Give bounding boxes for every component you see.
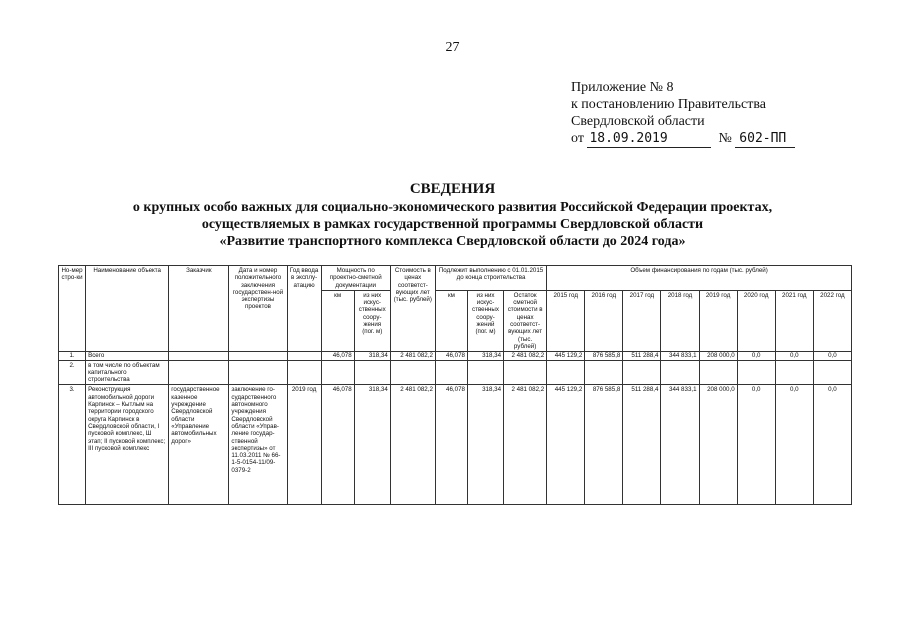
number-prefix: № — [718, 131, 732, 146]
col-cost: Стоимость в ценах соответст-вующих лет (тыс. рублей) — [390, 266, 435, 352]
appendix-line-2: к постановлению Правительства — [571, 97, 767, 112]
col-year-2017: 2017 год — [623, 290, 661, 351]
col-capacity: Мощность по проектно-сметной документации — [321, 266, 390, 291]
appendix-date-line — [571, 130, 891, 148]
row-year: 2019 год — [287, 385, 321, 505]
col-remaining-structures: из них искус-ственных соору-жений (пог. м) — [467, 290, 503, 351]
document-title: СВЕДЕНИЯ — [409, 181, 496, 197]
row-cost: 2 481 082,2 — [390, 352, 435, 360]
col-year-2016: 2016 год — [585, 290, 623, 351]
resolution-date: 18.09.2019 — [587, 130, 711, 148]
col-year-2015: 2015 год — [547, 290, 585, 351]
resolution-number: 602-ПП — [735, 130, 795, 148]
row-fin-2020: 0,0 — [737, 385, 775, 505]
document-subtitle — [0, 199, 905, 250]
row-remaining-cost: 2 481 082,2 — [504, 385, 547, 505]
row-number: 3. — [59, 385, 86, 505]
col-object: Наименование объекта — [86, 266, 169, 352]
row-fin-2017: 511 288,4 — [623, 352, 661, 360]
row-fin-2016: 876 585,8 — [585, 352, 623, 360]
appendix-line-1: Приложение № 8 — [571, 80, 674, 95]
row-customer: государственное казенное учреждение Свердловской области «Управление автомобильных дорог» — [169, 385, 229, 505]
row-fin-2018: 344 833,1 — [661, 352, 699, 360]
col-year-2020: 2020 год — [737, 290, 775, 351]
col-year-2018: 2018 год — [661, 290, 699, 351]
col-remaining: Подлежит выполнению с 01.01.2015 до конца строительства — [435, 266, 546, 291]
col-year-2019: 2019 год — [699, 290, 737, 351]
row-fin-2022: 0,0 — [813, 385, 851, 505]
row-name: Всего — [86, 352, 169, 360]
row-name: в том числе по объектам капитального строительства — [86, 360, 169, 385]
row-fin-2021: 0,0 — [775, 352, 813, 360]
row-remaining-structures: 318,34 — [467, 352, 503, 360]
col-row-number: Но-мер стро-ки — [59, 266, 86, 352]
row-year — [287, 352, 321, 360]
table-row-project — [59, 385, 852, 505]
col-year: Год ввода в эксплу-атацию — [287, 266, 321, 352]
row-structures: 318,34 — [354, 352, 390, 360]
row-km: 46,078 — [321, 352, 354, 360]
page-number: 27 — [445, 40, 460, 55]
row-fin-2016: 876 585,8 — [585, 385, 623, 505]
appendix-block — [571, 79, 891, 148]
col-year-2022: 2022 год — [813, 290, 851, 351]
subtitle-line-3: «Развитие транспортного комплекса Свердловской области до 2024 года» — [219, 234, 686, 249]
row-fin-2022: 0,0 — [813, 352, 851, 360]
projects-table — [58, 265, 852, 505]
col-financing: Объем финансирования по годам (тыс. рублей) — [547, 266, 852, 291]
row-number: 2. — [59, 360, 86, 385]
row-customer — [169, 352, 229, 360]
row-fin-2015: 445 129,2 — [547, 385, 585, 505]
table-row-subheading — [59, 360, 852, 385]
col-expertise: Дата и номер положительного заключения государствен-ной экспертизы проектов — [229, 266, 287, 352]
col-capacity-km: км — [321, 290, 354, 351]
subtitle-line-2: осуществляемых в рамках государственной программы Свердловской области — [201, 217, 704, 232]
row-number: 1. — [59, 352, 86, 360]
row-fin-2019: 208 000,0 — [699, 385, 737, 505]
row-expertise — [229, 352, 287, 360]
row-km: 46,078 — [321, 385, 354, 505]
appendix-line-3: Свердловской области — [571, 114, 705, 129]
col-capacity-structures: из них искус-ственных соору-жения (пог. м) — [354, 290, 390, 351]
row-remaining-cost: 2 481 082,2 — [504, 352, 547, 360]
row-remaining-structures: 318,34 — [467, 385, 503, 505]
row-fin-2020: 0,0 — [737, 352, 775, 360]
col-year-2021: 2021 год — [775, 290, 813, 351]
row-fin-2018: 344 833,1 — [661, 385, 699, 505]
row-fin-2017: 511 288,4 — [623, 385, 661, 505]
col-remaining-km: км — [435, 290, 467, 351]
col-customer: Заказчик — [169, 266, 229, 352]
row-fin-2019: 208 000,0 — [699, 352, 737, 360]
row-fin-2021: 0,0 — [775, 385, 813, 505]
row-name: Реконструкция автомобильной дороги Карпинск – Кытлым на территории городского округа Карпинск в Свердловской области, I пусковой комплекс, Ш этап; II пусковой комплекс; III пусковой комплекс — [86, 385, 169, 505]
row-remaining-km: 46,078 — [435, 352, 467, 360]
row-structures: 318,34 — [354, 385, 390, 505]
col-remaining-cost: Остаток сметной стоимости в ценах соответст-вующих лет (тыс. рублей) — [504, 290, 547, 351]
row-cost: 2 481 082,2 — [390, 385, 435, 505]
table-row-total — [59, 352, 852, 360]
subtitle-line-1: о крупных особо важных для социально-экономического развития Российской Федерации проектах, — [132, 200, 773, 215]
header-row-1 — [59, 266, 852, 291]
date-prefix: от — [571, 131, 584, 146]
row-fin-2015: 445 129,2 — [547, 352, 585, 360]
row-expertise: заключение го-сударственного автономного учреждения Свердловской области «Управ-ление государ-ственной экспертизы» от 11.03.2011 № 66-1-5-0154-11/09-0379-2 — [229, 385, 287, 505]
row-remaining-km: 46,078 — [435, 385, 467, 505]
